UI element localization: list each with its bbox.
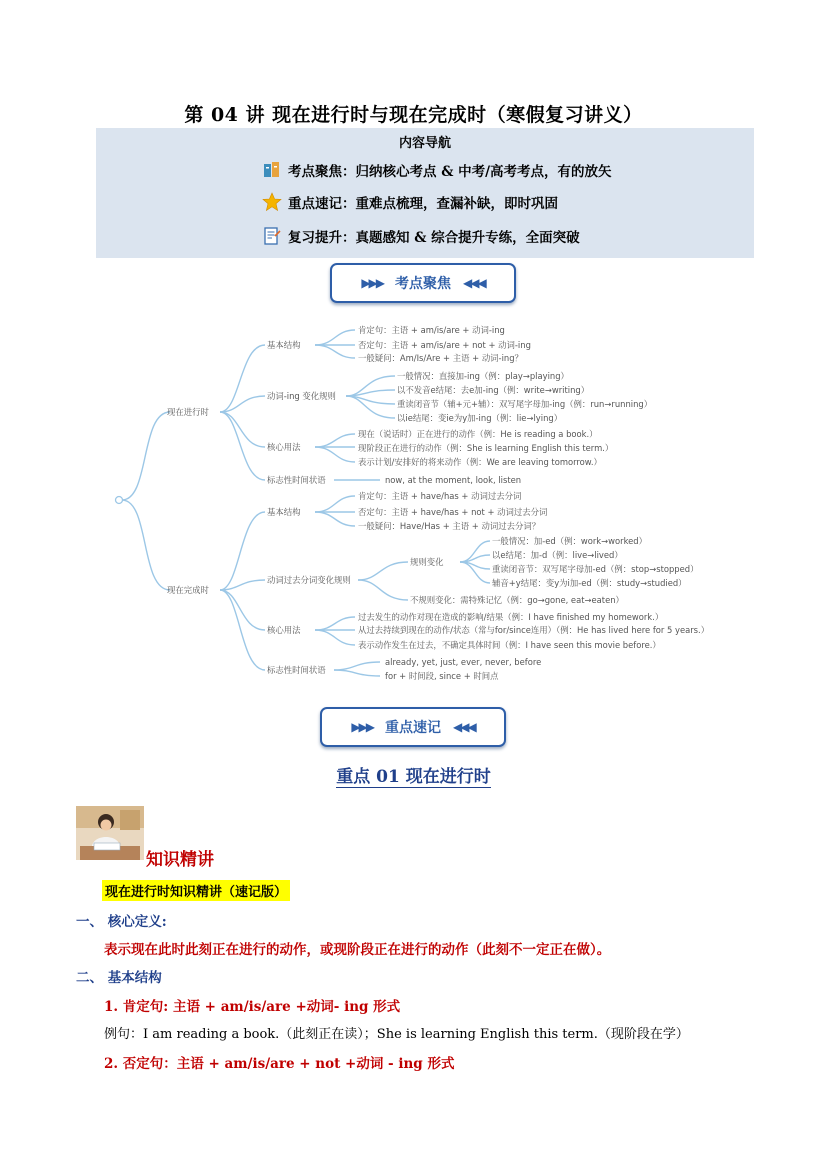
arrows-left: ▶▶▶: [361, 276, 383, 290]
mm-leaf: 以ie结尾：变ie为y加-ing（例：lie→lying）: [397, 413, 563, 423]
mm-leaf: 以不发音e结尾：去e加-ing（例：write→writing）: [397, 385, 590, 395]
nav-heading: 内容导航: [398, 136, 451, 151]
book-icon: [262, 160, 282, 180]
nav-item-review: [262, 226, 580, 246]
banner-label: 重点速记: [385, 720, 441, 736]
student-photo: [76, 806, 144, 860]
mm-node: 动词-ing 变化规则: [267, 391, 336, 401]
mm-leaf: 一般疑问：Have/Has + 主语 + 动词过去分词？: [358, 521, 541, 531]
mm-branch-progressive: 现在进行时: [167, 407, 209, 417]
mm-node: 基本结构: [267, 340, 301, 350]
nav-item-label: 复习提升：真题感知 & 综合提升专练，全面突破: [288, 230, 580, 246]
s2-label: 二、 基本结构: [76, 970, 162, 986]
mm-leaf: 辅音+y结尾：变y为i加-ed（例：study→studied）: [492, 578, 687, 588]
note-icon: [262, 226, 282, 246]
mindmap: [110, 312, 750, 692]
knowledge-heading: 知识精讲: [146, 850, 214, 870]
mm-node: 规则变化: [410, 557, 444, 567]
mm-leaf: 一般情况：加-ed（例：work→worked）: [492, 536, 647, 546]
p1-label: 1. 肯定句: 主语 + am/is/are +动词- ing 形式: [104, 999, 401, 1015]
mm-leaf: 一般疑问：Am/Is/Are + 主语 + 动词-ing？: [358, 353, 523, 363]
p2-label: 2. 否定句：主语 + am/is/are + not +动词 - ing 形式: [104, 1056, 455, 1072]
mm-branch-perfect: 现在完成时: [167, 585, 209, 595]
mm-leaf: 一般情况：直接加-ing（例：play→playing）: [397, 371, 569, 381]
mm-leaf: 肯定句：主语 + have/has + 动词过去分词: [358, 491, 522, 501]
mm-leaf: 肯定句：主语 + am/is/are + 动词-ing: [358, 325, 505, 335]
mm-leaf: now, at the moment, look, listen: [385, 475, 522, 485]
mm-leaf: 从过去持续到现在的动作/状态（常与for/since连用）（例：He has lived here for 5 years.）: [358, 625, 710, 635]
arrows-right: ◀◀◀: [463, 276, 485, 290]
nav-item-label: 重点速记：重难点梳理，查漏补缺，即时巩固: [288, 196, 558, 212]
star-icon: [262, 192, 282, 212]
banner-memo: [320, 707, 506, 747]
s1-label: 一、 核心定义:: [76, 914, 167, 930]
mm-leaf: 重读闭音节（辅+元+辅）：双写尾字母加-ing（例：run→running）: [397, 399, 653, 409]
mm-leaf: 否定句：主语 + am/is/are + not + 动词-ing: [358, 340, 531, 350]
mm-leaf: 表示计划/安排好的将来动作（例：We are leaving tomorrow.）: [358, 457, 602, 467]
mm-leaf: 以e结尾：加-d（例：live→lived）: [492, 550, 623, 560]
mm-node: 动词过去分词变化规则: [267, 575, 351, 585]
mm-node: 核心用法: [267, 442, 301, 452]
section-heading: 重点 01 现在进行时: [336, 767, 491, 787]
nav-item-focus: [262, 160, 612, 180]
arrows-right: ◀◀◀: [453, 720, 475, 734]
nav-item-memo: [262, 192, 558, 212]
mm-leaf: already, yet, just, ever, never, before: [385, 657, 542, 667]
mm-leaf: for + 时间段, since + 时间点: [385, 671, 499, 681]
mm-node: 核心用法: [267, 625, 301, 635]
mm-node: 标志性时间状语: [267, 475, 326, 485]
mm-leaf: 表示动作发生在过去，不确定具体时间（例：I have seen this movie before.）: [358, 640, 661, 650]
page-title: 第 04 讲 现在进行时与现在完成时（寒假复习讲义）: [184, 104, 643, 126]
s1-text: 表示现在此时此刻正在进行的动作，或现阶段正在进行的动作（此刻不一定正在做）。: [104, 942, 611, 958]
mm-leaf: 重读闭音节：双写尾字母加-ed（例：stop→stopped）: [492, 564, 699, 574]
p1-example: 例句：I am reading a book.（此刻正在读）；She is learning English this term.（现阶段在学）: [104, 1027, 689, 1042]
mm-leaf: 现阶段正在进行的动作（例：She is learning English this term.）: [358, 443, 614, 453]
mm-leaf: 过去发生的动作对现在造成的影响/结果（例：I have finished my homework.）: [358, 612, 664, 622]
mm-leaf: 否定句：主语 + have/has + not + 动词过去分词: [358, 507, 548, 517]
nav-item-label: 考点聚焦：归纳核心考点 & 中考/高考考点，有的放矢: [288, 164, 612, 180]
mm-node: 标志性时间状语: [267, 665, 326, 675]
banner-label: 考点聚焦: [395, 276, 451, 292]
arrows-left: ▶▶▶: [351, 720, 373, 734]
mm-leaf: 不规则变化：需特殊记忆（例：go→gone, eat→eaten）: [410, 595, 624, 605]
banner-focus: [330, 263, 516, 303]
highlight-title: 现在进行时知识精讲（速记版）: [102, 880, 290, 901]
mm-node: 基本结构: [267, 507, 301, 517]
content-navigation: [96, 128, 754, 258]
mm-leaf: 现在（说话时）正在进行的动作（例：He is reading a book.）: [358, 429, 598, 439]
